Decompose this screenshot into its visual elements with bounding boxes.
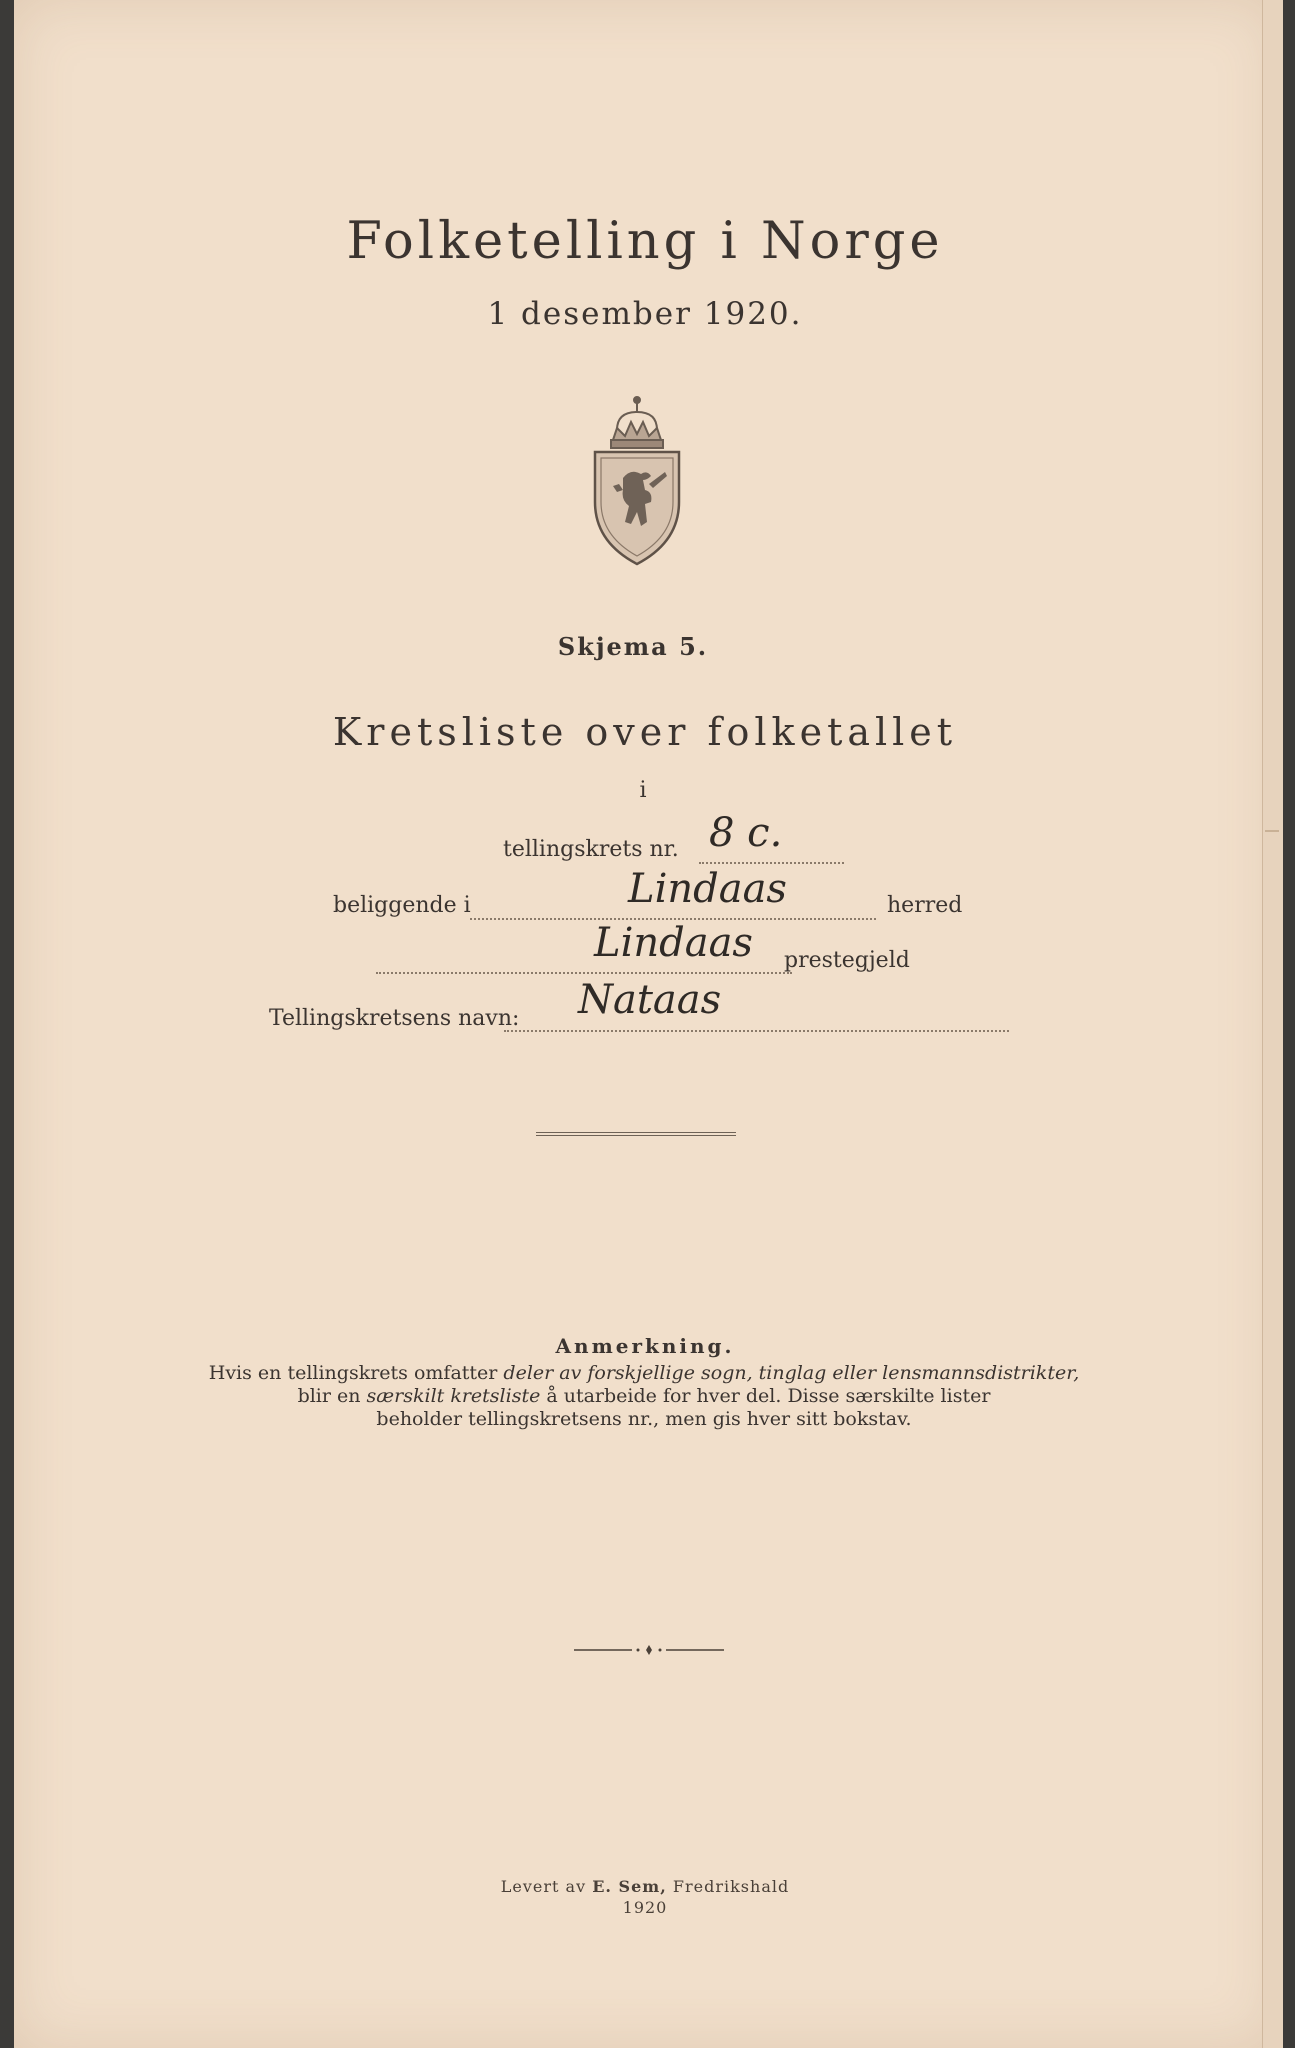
note-title: Anmerkning. [555, 1334, 735, 1358]
census-form-page [14, 0, 1276, 2048]
paper-edge [1262, 0, 1283, 2048]
printer-city: Fredrikshald [666, 1877, 790, 1896]
document-date: 1 desember 1920. [487, 296, 803, 332]
note-line1-plain: Hvis en tellingskrets omfatter [208, 1362, 504, 1384]
beliggende-value: Lindaas [628, 866, 787, 912]
note-line1-italic: deler av forskjellige sogn, tinglag eller lensmannsdistrikter, [503, 1362, 1080, 1384]
printer-line [14, 1877, 1276, 1896]
schema-number: Skjema 5. [557, 632, 709, 661]
note-line2-italic: særskilt kretsliste [366, 1385, 541, 1407]
separator-rule-bottom [536, 1135, 736, 1136]
note-text [164, 1362, 1124, 1431]
herred-label: herred [887, 893, 963, 918]
printer-prefix: Levert av [500, 1877, 593, 1896]
preposition-i: i [639, 778, 647, 803]
document-title: Folketelling i Norge [346, 212, 944, 271]
separator-rule-top [536, 1132, 736, 1133]
tellingskrets-value: 8 c. [709, 810, 783, 856]
note-line2-plain-a: blir en [297, 1385, 367, 1407]
prestegjeld-line [376, 972, 792, 974]
paper-fold-mark [1265, 830, 1279, 832]
prestegjeld-label: prestegjeld [784, 948, 910, 973]
beliggende-label: beliggende i [333, 893, 471, 918]
prestegjeld-value: Lindaas [594, 920, 753, 966]
norwegian-coat-of-arms-icon [587, 392, 687, 567]
note-line3: beholder tellingskretsens nr., men gis hver sitt bokstav. [376, 1408, 912, 1430]
navn-value: Nataas [578, 977, 722, 1023]
form-heading: Kretsliste over folketallet [332, 710, 958, 754]
navn-label: Tellingskretsens navn: [269, 1006, 520, 1031]
tellingskrets-label: tellingskrets nr. [503, 837, 679, 862]
navn-line [504, 1030, 1009, 1032]
tellingskrets-line [699, 862, 844, 864]
note-line2-plain-c: å utarbeide for hver del. Disse særskilte lister [540, 1385, 991, 1407]
printer-year: 1920 [622, 1898, 668, 1917]
printer-name: E. Sem, [592, 1877, 667, 1896]
ornament-divider [574, 1640, 724, 1650]
